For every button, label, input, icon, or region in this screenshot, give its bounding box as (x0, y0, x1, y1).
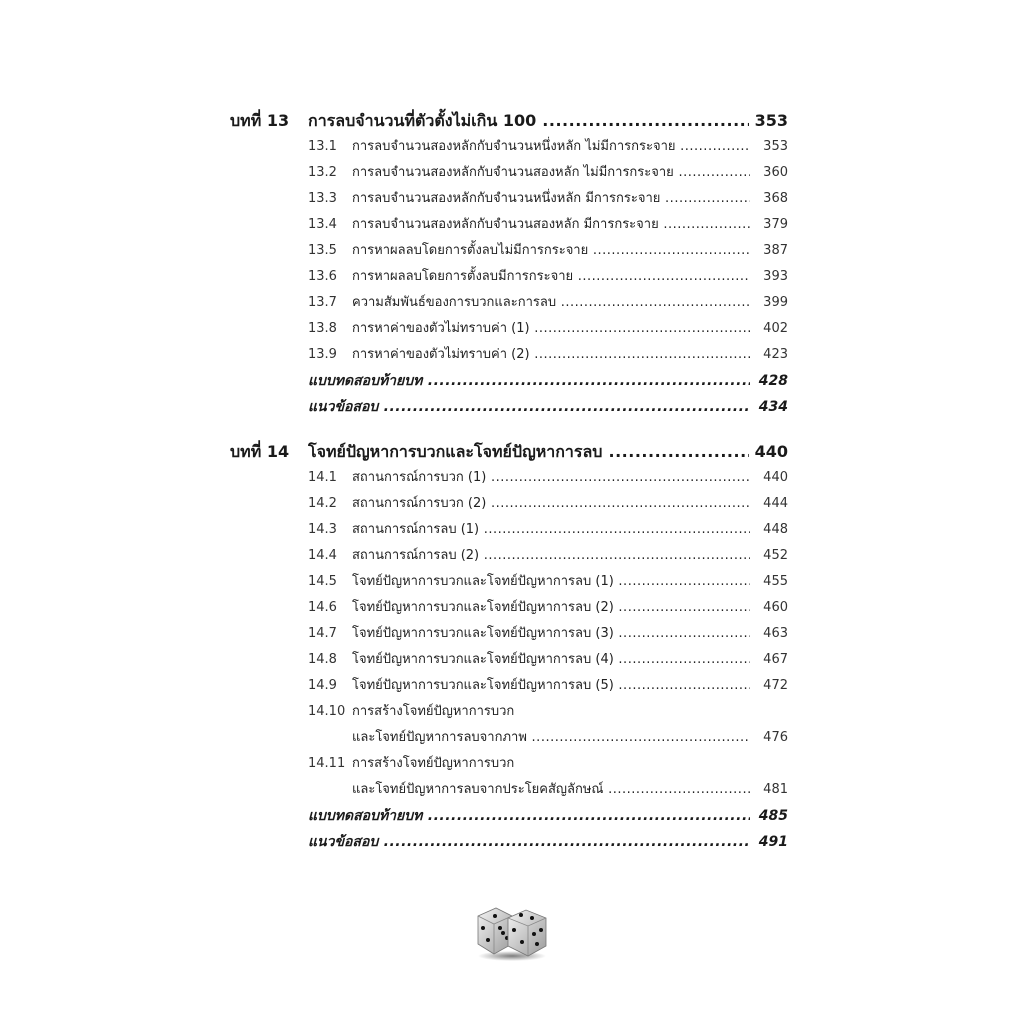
section-row (0, 212, 1024, 238)
section-number: 14.5 (308, 574, 337, 589)
section-title: สถานการณ์การบวก (1) ..... (352, 465, 750, 491)
section-number: 13.3 (308, 191, 337, 206)
chapter-test-page: 485 (758, 808, 788, 824)
section-title: การหาผลลบโดยการตั้งลบไม่มีการกระจาย ..... (352, 238, 750, 264)
section-title: สถานการณ์การลบ (2) ..... (352, 543, 750, 569)
section-title: การลบจำนวนสองหลักกับจำนวนหนึ่งหลัก มีการกระจาย ..... (352, 186, 750, 212)
section-page: 379 (763, 217, 788, 232)
section-page: 402 (763, 321, 788, 336)
section-number: 13.6 (308, 269, 337, 284)
section-title: การหาค่าของตัวไม่ทราบค่า (1) ..... (352, 316, 750, 342)
section-number: 14.10 (308, 704, 346, 719)
section-number: 13.9 (308, 347, 337, 362)
section-number: 14.8 (308, 652, 337, 667)
exam-guide-title: แนวข้อสอบ ..... (308, 829, 750, 855)
section-title: สถานการณ์การลบ (1) ..... (352, 517, 750, 543)
section-number: 13.5 (308, 243, 337, 258)
chapter-page: 353 (754, 111, 788, 130)
chapter-test-row (0, 368, 1024, 394)
chapter-test-row (0, 803, 1024, 829)
section-title: การสร้างโจทย์ปัญหาการบวก (352, 756, 515, 771)
chapter-page: 440 (754, 442, 788, 461)
section-row (0, 290, 1024, 316)
section-title: โจทย์ปัญหาการบวกและโจทย์ปัญหาการลบ (5) ..... (352, 673, 750, 699)
section-row (0, 673, 1024, 699)
section-number: 13.7 (308, 295, 337, 310)
section-page: 444 (763, 496, 788, 511)
section-row (0, 517, 1024, 543)
section-row (0, 621, 1024, 647)
chapter-13-heading (0, 108, 1024, 134)
section-row (0, 699, 1024, 725)
section-row (0, 595, 1024, 621)
section-row-continued (0, 725, 1024, 751)
section-page: 399 (763, 295, 788, 310)
section-row (0, 160, 1024, 186)
section-number: 13.8 (308, 321, 337, 336)
section-row (0, 751, 1024, 777)
section-row (0, 543, 1024, 569)
exam-guide-row (0, 394, 1024, 420)
section-row (0, 342, 1024, 368)
section-title: โจทย์ปัญหาการบวกและโจทย์ปัญหาการลบ (1) ..... (352, 569, 750, 595)
section-row-continued (0, 777, 1024, 803)
section-page: 368 (763, 191, 788, 206)
section-title: ความสัมพันธ์ของการบวกและการลบ ..... (352, 290, 750, 316)
exam-guide-row (0, 829, 1024, 855)
section-row (0, 491, 1024, 517)
section-number: 13.1 (308, 139, 337, 154)
section-title-continued: และโจทย์ปัญหาการลบจากประโยคสัญลักษณ์ ..... (352, 777, 750, 803)
section-number: 14.6 (308, 600, 337, 615)
section-title: การหาค่าของตัวไม่ทราบค่า (2) ..... (352, 342, 750, 368)
section-page: 476 (763, 730, 788, 745)
section-title: การลบจำนวนสองหลักกับจำนวนหนึ่งหลัก ไม่มีการกระจาย ..... (352, 134, 750, 160)
section-number: 14.4 (308, 548, 337, 563)
section-page: 452 (763, 548, 788, 563)
section-title: การหาผลลบโดยการตั้งลบมีการกระจาย ..... (352, 264, 750, 290)
dice-icon (474, 904, 550, 962)
section-title-continued: และโจทย์ปัญหาการลบจากภาพ ..... (352, 725, 750, 751)
section-row (0, 238, 1024, 264)
section-row (0, 465, 1024, 491)
exam-guide-page: 434 (758, 399, 788, 415)
section-page: 393 (763, 269, 788, 284)
section-page: 423 (763, 347, 788, 362)
section-row (0, 569, 1024, 595)
exam-guide-page: 491 (758, 834, 788, 850)
section-page: 481 (763, 782, 788, 797)
section-page: 472 (763, 678, 788, 693)
section-page: 460 (763, 600, 788, 615)
chapter-label: บทที่ 13 (230, 111, 290, 130)
chapter-14-heading (0, 439, 1024, 465)
section-page: 440 (763, 470, 788, 485)
exam-guide-title: แนวข้อสอบ ..... (308, 394, 750, 420)
section-number: 14.3 (308, 522, 337, 537)
section-number: 13.2 (308, 165, 337, 180)
section-number: 14.11 (308, 756, 346, 771)
section-number: 14.1 (308, 470, 337, 485)
section-page: 463 (763, 626, 788, 641)
chapter-label: บทที่ 14 (230, 442, 290, 461)
section-title: โจทย์ปัญหาการบวกและโจทย์ปัญหาการลบ (3) ..... (352, 621, 750, 647)
section-page: 353 (763, 139, 788, 154)
chapter-title: โจทย์ปัญหาการบวกและโจทย์ปัญหาการลบ ..... (308, 439, 749, 465)
section-page: 455 (763, 574, 788, 589)
chapter-title: การลบจำนวนที่ตัวตั้งไม่เกิน 100 ..... (308, 108, 749, 134)
section-number: 14.2 (308, 496, 337, 511)
section-page: 467 (763, 652, 788, 667)
section-page: 387 (763, 243, 788, 258)
section-title: การลบจำนวนสองหลักกับจำนวนสองหลัก มีการกระจาย ..... (352, 212, 750, 238)
section-title: การลบจำนวนสองหลักกับจำนวนสองหลัก ไม่มีการกระจาย ..... (352, 160, 750, 186)
section-row (0, 647, 1024, 673)
section-title: สถานการณ์การบวก (2) ..... (352, 491, 750, 517)
section-page: 360 (763, 165, 788, 180)
chapter-test-page: 428 (758, 373, 788, 389)
section-title: โจทย์ปัญหาการบวกและโจทย์ปัญหาการลบ (4) ..... (352, 647, 750, 673)
section-number: 14.9 (308, 678, 337, 693)
section-page: 448 (763, 522, 788, 537)
section-row (0, 316, 1024, 342)
section-title: การสร้างโจทย์ปัญหาการบวก (352, 704, 515, 719)
chapter-test-title: แบบทดสอบท้ายบท ..... (308, 368, 750, 394)
section-row (0, 186, 1024, 212)
section-number: 14.7 (308, 626, 337, 641)
chapter-test-title: แบบทดสอบท้ายบท ..... (308, 803, 750, 829)
section-row (0, 264, 1024, 290)
section-row (0, 134, 1024, 160)
section-number: 13.4 (308, 217, 337, 232)
section-title: โจทย์ปัญหาการบวกและโจทย์ปัญหาการลบ (2) ..... (352, 595, 750, 621)
